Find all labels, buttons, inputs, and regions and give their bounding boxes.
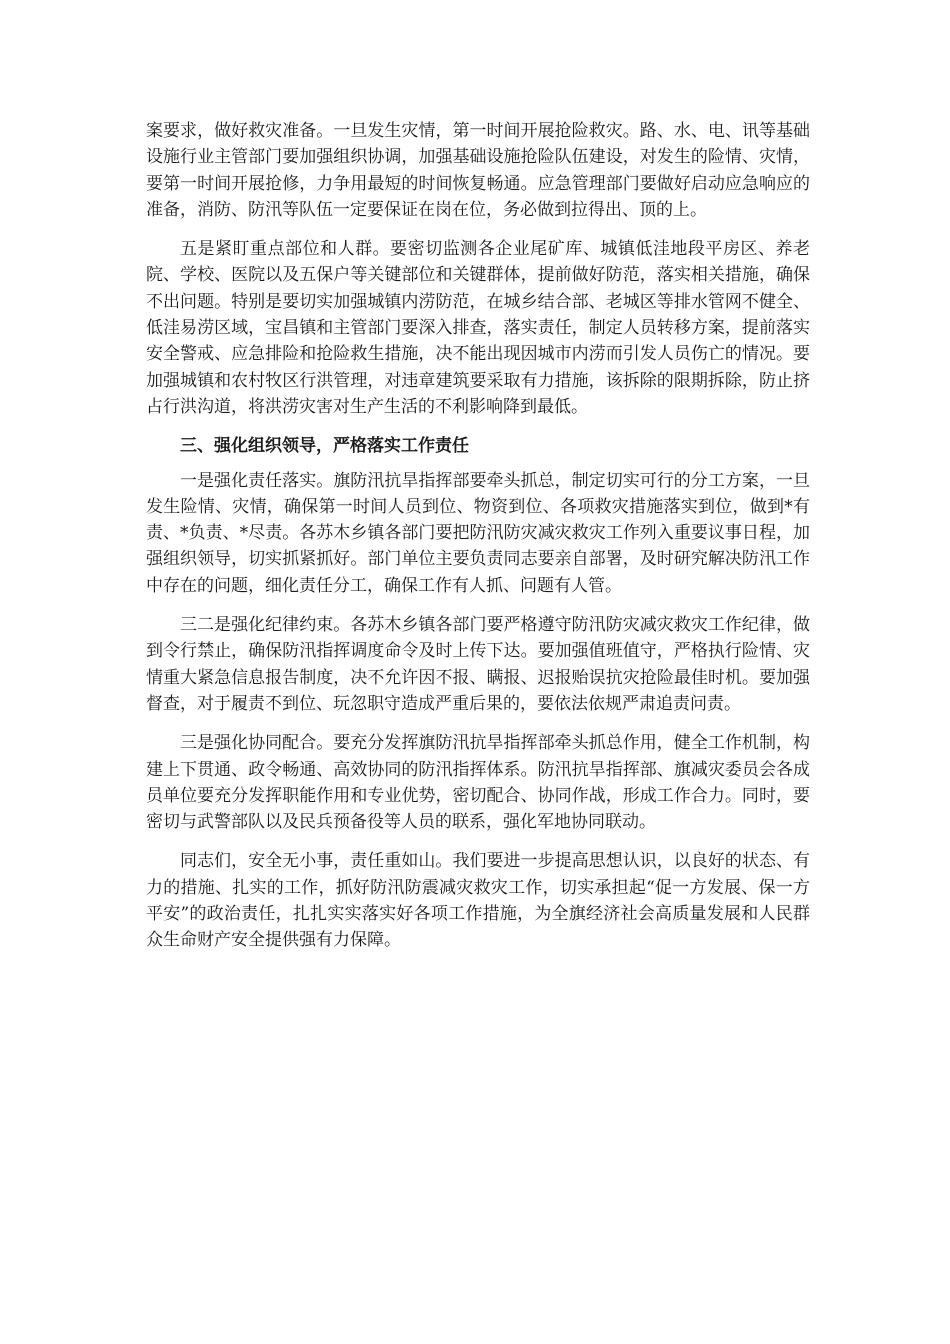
paragraph-responsibility: 一是强化责任落实。旗防汛抗旱指挥部要牵头抓总，制定切实可行的分工方案，一旦发生险情、灾情，确保第一时间人员到位、物资到位、各项救灾措施落实到位，做到*有责、*负责、*尽责。各苏木乡镇各部门要把防汛防灾减灾救灾工作列入重要议事日程，加强组织领导，切实抓紧抓好。部门单位主要负责同志要亲自部署，及时研究解决防汛工作中存在的问题，细化责任分工，确保工作有人抓、问题有人管。: [146, 470, 810, 596]
paragraph-coordination: 三是强化协同配合。要充分发挥旗防汛抗旱指挥部牵头抓总作用，健全工作机制，构建上下贯通、政令畅通、高效协同的防汛指挥体系。防汛抗旱指挥部、旗减灾委员会各成员单位要充分发挥职能作用和专业优势，密切配合、协同作战，形成工作合力。同时，要密切与武警部队以及民兵预备役等人员的联系，强化军地协同联动。: [146, 733, 810, 833]
section-heading: 三、强化组织领导，严格落实工作责任: [180, 436, 469, 457]
paragraph-discipline: 三二是强化纪律约束。各苏木乡镇各部门要严格遵守防汛防灾减灾救灾工作纪律，做到令行禁止，确保防汛指挥调度命令及时上传下达。要加强值班值守，严格执行险情、灾情重大紧急信息报告制度，决不允许因不报、瞒报、迟报贻误抗灾抢险最佳时机。要加强督查，对于履责不到位、玩忽职守造成严重后果的，要依法依规严肃追责问责。: [146, 615, 810, 714]
paragraph-key-areas: 五是紧盯重点部位和人群。要密切监测各企业尾矿库、城镇低洼地段平房区、养老院、学校、医院以及五保户等关键部位和关键群体，提前做好防范，落实相关措施，确保不出问题。特别是要切实加强城镇内涝防范，在城乡结合部、老城区等排水管网不健全、低洼易涝区域，宝昌镇和主管部门要深入排查，落实责任，制定人员转移方案，提前落实安全警戒、应急排险和抢险救生措施，决不能出现因城市内涝而引发人员伤亡的情况。要加强城镇和农村牧区行洪管理，对违章建筑要采取有力措施，该拆除的限期拆除，防止挤占行洪沟道，将洪涝灾害对生产生活的不利影响降到最低。: [146, 239, 810, 417]
document-body: [146, 118, 810, 967]
paragraph-continued: 案要求，做好救灾准备。一旦发生灾情，第一时间开展抢险救灾。路、水、电、讯等基础设施行业主管部门要加强组织协调，加强基础设施抢险队伍建设，对发生的险情、灾情，要第一时间开展抢修，力争用最短的时间恢复畅通。应急管理部门要做好启动应急响应的准备，消防、防汛等队伍一定要保证在岗在位，务必做到拉得出、顶的上。: [146, 121, 810, 220]
paragraph-closing: 同志们，安全无小事，责任重如山。我们要进一步提高思想认识，以良好的状态、有力的措施、扎实的工作，抓好防汛防震减灾救灾工作，切实承担起“促一方发展、保一方平安”的政治责任，扎扎实实落实好各项工作措施，为全旗经济社会高质量发展和人民群众生命财产安全提供强有力保障。: [146, 851, 810, 951]
